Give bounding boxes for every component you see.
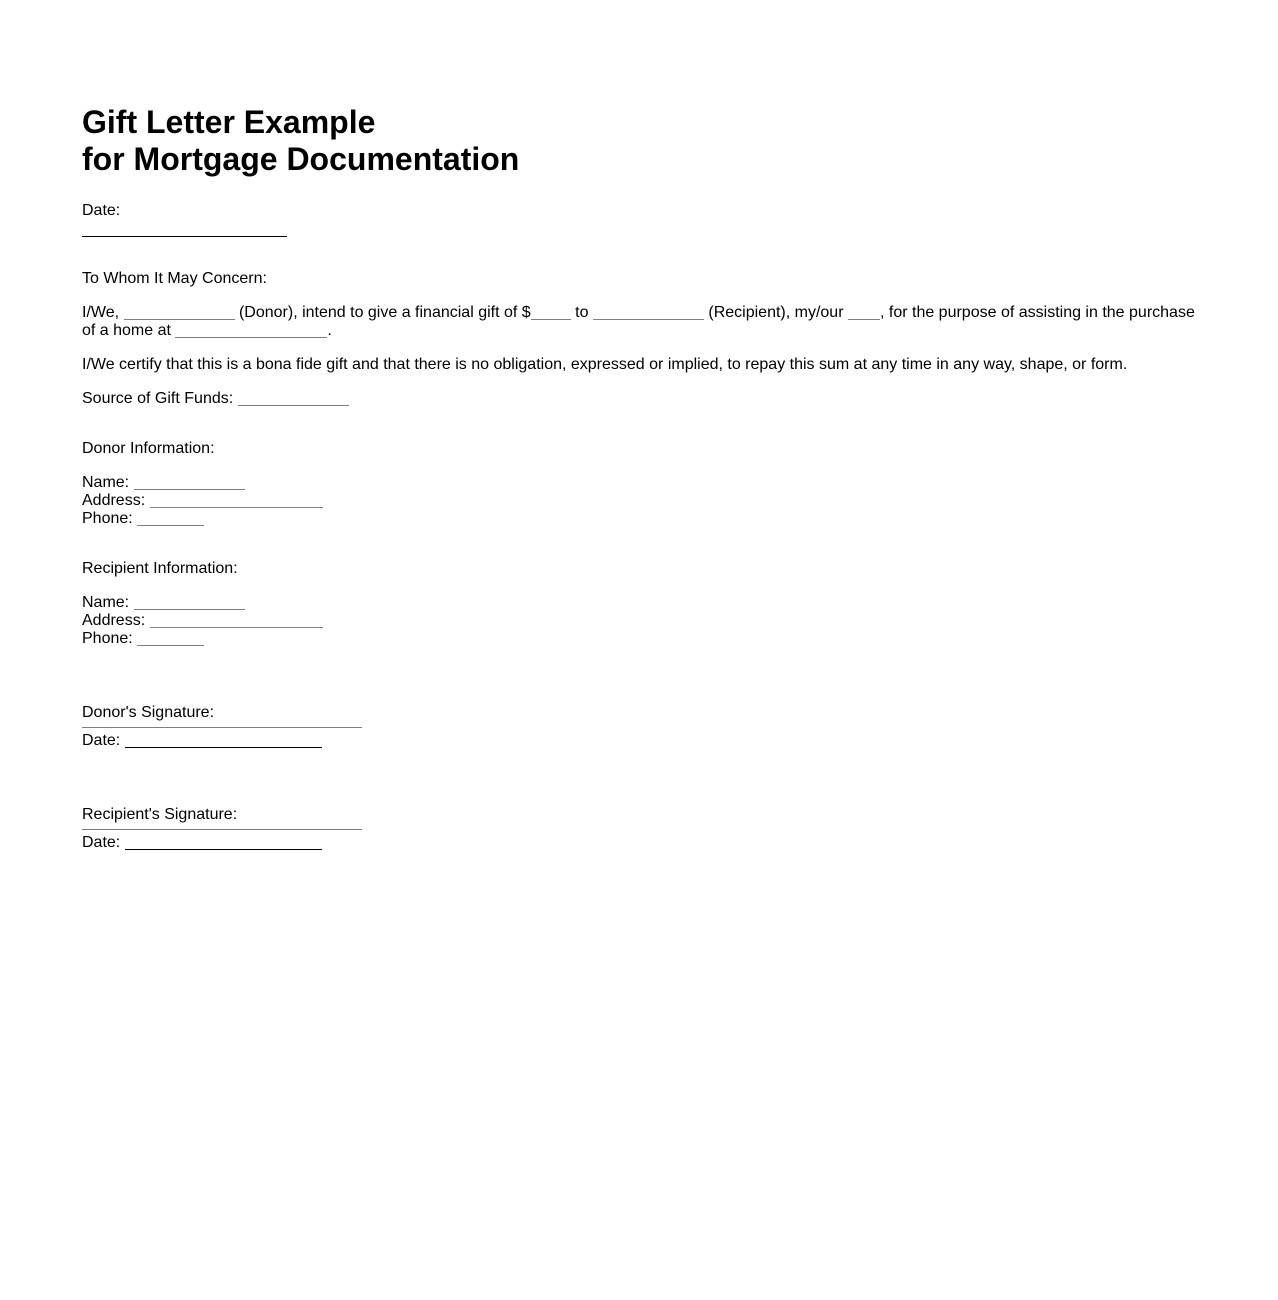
recipient-signature-date: Date: xyxy=(82,834,1196,852)
source-of-funds-blank[interactable] xyxy=(238,391,349,406)
recipient-signature-label: Recipient's Signature: xyxy=(82,806,238,823)
gift-statement-paragraph: I/We, (Donor), intend to give a financial gift of $ to (Recipient), my/our , for the purpose of assisting in the purchase of a home at . xyxy=(82,304,1195,339)
recipient-signature-line[interactable] xyxy=(82,829,362,830)
recipient-info-fields: Name: Address: Phone: xyxy=(82,594,1196,648)
donor-signature-date: Date: xyxy=(82,732,1196,750)
donor-signature-line[interactable] xyxy=(82,727,362,728)
donor-name-blank[interactable] xyxy=(124,305,235,320)
donor-phone-field[interactable] xyxy=(137,511,204,526)
donor-info-heading: Donor Information: xyxy=(82,440,215,457)
donor-signature-date-field[interactable] xyxy=(125,733,322,748)
recipient-signature-date-field[interactable] xyxy=(125,835,322,850)
recipient-name-blank[interactable] xyxy=(593,305,704,320)
donor-info-fields: Name: Address: Phone: xyxy=(82,474,1196,528)
relationship-blank[interactable] xyxy=(848,305,880,320)
date-label: Date: xyxy=(82,202,121,219)
salutation: To Whom It May Concern: xyxy=(82,270,267,287)
property-address-blank[interactable] xyxy=(175,323,327,338)
recipient-info-heading: Recipient Information: xyxy=(82,560,238,577)
title-line-1: Gift Letter Example xyxy=(82,104,376,140)
recipient-phone-field[interactable] xyxy=(137,631,204,646)
title-line-2: for Mortgage Documentation xyxy=(82,141,520,177)
source-of-funds: Source of Gift Funds: xyxy=(82,390,1196,408)
certification-paragraph: I/We certify that this is a bona fide gift and that there is no obligation, expressed or implied, to repay this sum at any time in any way, shape, or form. xyxy=(82,356,1128,373)
gift-amount-blank[interactable] xyxy=(531,305,571,320)
donor-address-field[interactable] xyxy=(150,493,323,508)
donor-signature-label: Donor's Signature: xyxy=(82,704,215,721)
donor-name-field[interactable] xyxy=(134,475,245,490)
document-title xyxy=(82,104,1196,178)
recipient-address-field[interactable] xyxy=(150,613,323,628)
recipient-name-field[interactable] xyxy=(134,595,245,610)
date-field[interactable] xyxy=(82,236,287,237)
